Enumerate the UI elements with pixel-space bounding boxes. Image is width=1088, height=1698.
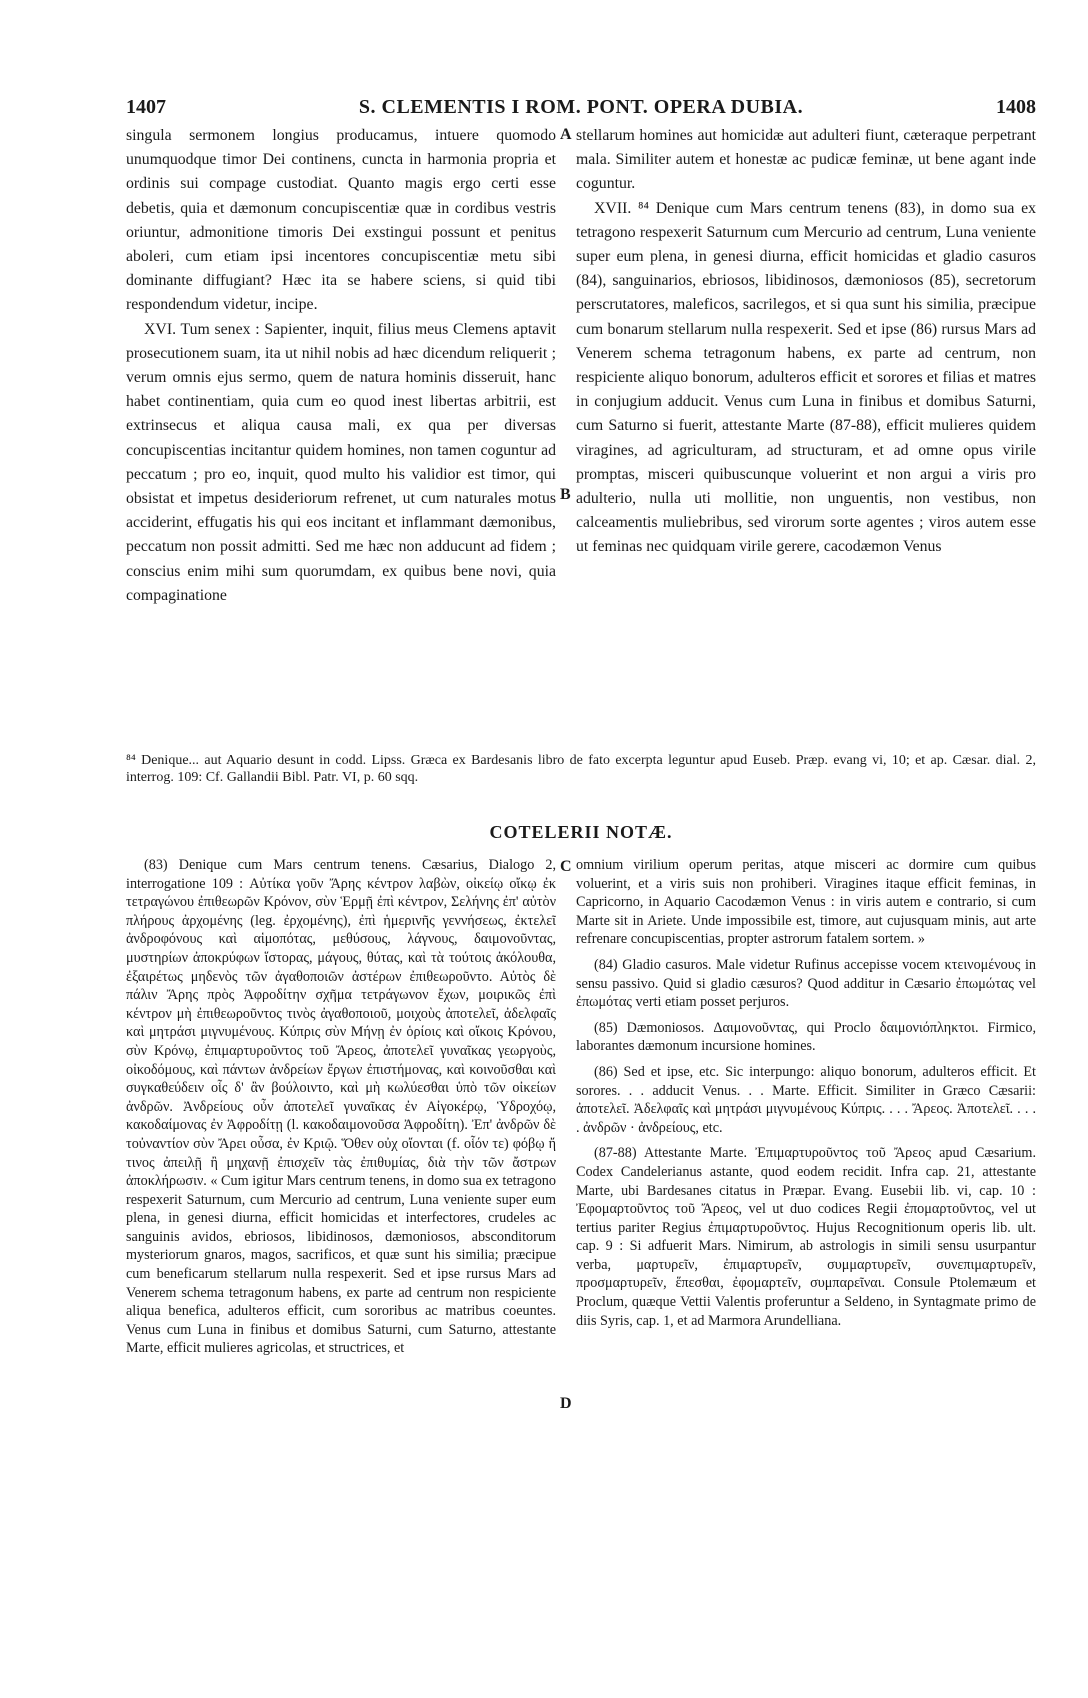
note-paragraph: (84) Gladio casuros. Male videtur Rufinus accepisse vocem κτεινομένους in sensu passivo. Quid si gladio cæsuros? Quod additur in Cæsario ἐπωμώτας vel ἐπωμότας verti etiam posset perjuros. xyxy=(576,956,1036,1011)
note-paragraph: (86) Sed et ipse, etc. Sic interpungo: aliquo bonorum, adulteros efficit. Et sorores. . . adducit Venus. . . Marte. Efficit. Similiter in Græco Cæsarii: ἀποτελεῖ. Ἀδελφαῖς καὶ μητράσι μιγνυμένους Κύπρις. . . . Ἄρεος. Ἀποτελεῖ. . . . . ἀνδρῶν · ἀνδρείους, etc. xyxy=(576,1063,1036,1136)
note-paragraph: omnium virilium operum peritas, atque misceri ac dormire cum quibus voluerint, et a viris suis non prohiberi. Viragines itaque efficit feminas, in Capricorno, in Aquario Cacodæmon Venus : in viris autem e contrario, si cum Marte sit in Ariete. Unde impossibile est, timore, aut cujusquam minis, aut arte refrenare concupiscentias, propter astrorum fatalem sortem. » xyxy=(576,857,1036,948)
margin-marker-b: B xyxy=(560,486,571,503)
note-paragraph: (83) Denique cum Mars centrum tenens. Cæsarius, Dialogo 2, interrogatione 109 : Αὐτίκα γοῦν Ἄρης κέντρον λαβὼν, οἰκείῳ οἴκῳ ἐκ τετραγώνου ἐπιθεωρῶν Κρόνον, σὺν Ἑρμῇ ἐπὶ κέντρον, Σελήνης ἐπ' αὐτὸν πλήρους ἀρχομένης (leg. ἐρχομένης), ἐπὶ ἡμερινῆς γεννήσεως, ἐκτελεῖ ἀνδροφόνους καὶ αἱμοπότας, μεθύσους, λάγνους, δαιμονοῦντας, μυστηρίων ἀποκρύφων ἵστορας, μάγους, θύτας, καὶ τὰ τούτοις ἀκόλουθα, ἐξαιρέτως μηδενὸς τῶν ἀγαθοποιῶν ἀστέρων ἐπιθεωροῦντο. Αὐτὸς δὲ πάλιν Ἄρης πρὸς Ἀφροδίτην σχῆμα τετράγωνον ἔχων, μοιρικῶς ἐπὶ κέντρον μὴ ἐπιθεωροῦντος τινὸς ἀγαθοποιοῦ, μοιχοὺς ἀποτελεῖ, ἀδελφαῖς καὶ μητράσι μιγνυμένους. Κύπρις σὺν Μήνῃ ἐν ὁρίοις καὶ οἴκοις Κρόνου, σὺν Κρόνῳ, ἐπιμαρτυροῦντος τοῦ Ἄρεος, ἀποτελεῖ γυναῖκας γεωργοὺς, οἰκοδόμους, καὶ πάντων ἀνδρείων ἔργων ἐπιστήμονας, καὶ κοινοῦσθαι καὶ συγκαθεύδειν οἷς δ' ἂν βούλοιντο, καὶ μὴ κωλύεσθαι ὑπὸ τῶν οἰκείων ἀνδρῶν. Ἀνδρείους οὖν ἀποτελεῖ γυναῖκας ἐν Αἰγοκέρῳ, Ὑδροχόῳ, κακοδαίμονας ἐν Ἀφροδίτῃ (l. κακοδαιμονοῦσα Ἀφροδίτη). Ἐπ' ἀνδρῶν δὲ τοὐναντίον σὺν Ἄρει οὖσα, ἐν Κριῷ. Ὅθεν οὐχ οἴονται (f. οἷόν τε) φόβῳ ἤ τινος ἀπειλῇ ἢ μηχανῇ ἐπισχεῖν τὰς ἐπιθυμίας, διὰ τὴν τῶν ἄστρων ἀποκλήρωσιν. « Cum igitur Mars centrum tenens, in domo sua ex tetragono respexerit Saturnum, cum Mercurio ad centrum, Luna veniente super eum plena, in genesi diurna, efficit homicidas et interfectores, crudeles ac sanguinis avidos, ebriosos, libidinosos, dæmoniosos, absconditorum mysteriorum gnaros, magos, sacrificos, et quæ sunt his similia; præcipue cum beneficarum stellarum nulla respexerit. Sed et ipse rursus Mars ad Venerem schema tetragonum habens, ex parte ad centrum non respiciente aliqua benefica, adulteros efficit, cum sororibus ac matribus coeuntes. Venus cum Luna in finibus et domibus Saturni, cum Saturno, attestante Marte, efficit mulieres agricolas, et structrices, et xyxy=(126,857,556,1357)
main-right-column xyxy=(576,124,1036,726)
footnote: ⁸⁴ Denique... aut Aquario desunt in codd. Lipss. Græca ex Bardesanis libro de fato excerpta leguntur apud Euseb. Præp. evang vi, 10; et ap. Cæsar. dial. 2, interrog. 109: Cf. Gallandii Bibl. Patr. VI, p. 60 sqq. xyxy=(126,753,1036,785)
margin-marker-c: C xyxy=(560,858,572,875)
notes-right-column xyxy=(576,856,1036,1692)
main-left-paragraph: singula sermonem longius producamus, intuere quomodo unumquodque timor Dei continens, cuncta in harmonia propria et ordinis sui compage custodiat. Quanto magis ergo certi esse debetis, quia et dæmonum concupiscentiæ quæ in cordibus vestris oriuntur, admonitione timoris Dei exstingui possunt et penitus aboleri, cum etiam ipsi incentores concupiscentiæ metu sibi dominante diffugiant? Hæc ita se habere sciens, si quid tibi respondendum videtur, incipe. xyxy=(126,127,556,314)
main-right-paragraph: stellarum homines aut homicidæ aut adulteri fiunt, cæteraque perpetrant mala. Similiter autem et honestæ ac pudicæ feminæ, ut bene agant inde coguntur. xyxy=(576,127,1036,193)
page-number-right: 1408 xyxy=(996,96,1036,118)
page-number-left: 1407 xyxy=(126,96,166,118)
notes-title: COTELERII NOTÆ. xyxy=(489,822,673,842)
running-header xyxy=(126,96,1036,122)
running-title: S. CLEMENTIS I ROM. PONT. OPERA DUBIA. xyxy=(358,96,804,118)
main-left-paragraph: XVI. Tum senex : Sapienter, inquit, filius meus Clemens aptavit prosecutionem suam, ita ut nihil nobis ad hæc dicendum reliquerit ; verum omnis ejus sermo, quem de natura hominis disseruit, hanc habet continentiam, quia cum eo quod inest libertas arbitrii, est extrinsecus et aliqua causa mali, ex qua per diversas concupiscentias incitantur quidem homines, non tamen coguntur ad peccatum ; pro eo, inquit, quod multo his validior est timor, qui obsistat et impetus desideriorum refrenet, ut cum naturales motus acciderint, effugatis his qui eos incitant et inflammant dæmonibus, peccatum non possit admitti. Sed me hæc non adducunt ad fidem ; conscius enim mihi sum quorumdam, ex quibus bene novi, quia compaginatione xyxy=(126,320,556,604)
note-paragraph: (85) Dæmoniosos. Δαιμονοῦντας, qui Proclo δαιμονιόπληκτοι. Firmico, laborantes dæmonum incursione homines. xyxy=(576,1019,1036,1055)
main-right-paragraph: XVII. ⁸⁴ Denique cum Mars centrum tenens (83), in domo sua ex tetragono respexerit Saturnum cum Mercurio ad centrum, Luna veniente super eum plena, in genesi diurna, efficit homicidas et gladio casuros (84), sanguinarios, ebriosos, libidinosos, dæmoniosos (85), secretorum perscrutatores, maleficos, sacrilegos, et si qua sunt his similia, præcipue cum bonarum stellarum nulla respexerit. Sed et ipse (86) rursus Mars ad Venerem schema tetragonum habens, ex parte ad centrum, non respiciente aliquo bonorum, adulteros efficit et sorores et filias et matres in conjugium adducit. Venus cum Luna in finibus et domibus Saturni, cum Saturno si fuerit, attestante Marte (87-88), efficit mulieres quidem viragines, ad agriculturam, ad structuram, et ad omne opus virile promptas, misceri quibuscunque voluerint et non argui a viris pro adulterio, nulla uti mollitie, non unguentis, non vestibus, non calceamentis muliebribus, sed virorum sorte agentes ; viros autem esse ut feminas nec quidquam virile gerere, cacodæmon Venus xyxy=(576,199,1036,556)
margin-marker-d: D xyxy=(560,1395,572,1412)
notes-left-column xyxy=(126,856,556,1692)
note-paragraph: (87-88) Attestante Marte. Ἐπιμαρτυροῦντος τοῦ Ἄρεος apud Cæsarium. Codex Candelerianus astante, quod eodem recidit. Infra cap. 21, attestante Marte, ubi Bardesanes citatus in Præpar. Evang. Eusebii lib. vi, cap. 10 : Ἐφομαρτοῦντος τοῦ Ἄρεος, vel ut duo codices Regii ἐπομαρτοῦντος, vel ut tertius pariter Regius ἐπιμαρτυροῦντος. Hujus Recognitionum operis lib. ult. cap. 9 : Si adfuerit Mars. Nimirum, ab astrologis in simili sensu usurpantur verba, μαρτυρεῖν, ἐπιμαρτυρεῖν, συμμαρτυρεῖν, συνεπιμαρτυρεῖν, προσμαρτυρεῖν, ἕπεσθαι, ἐφομαρτεῖν, συμπαρεῖναι. Consule Ptolemæum et Proclum, quæque Vettii Valentis proferuntur a Seldeno, in Syntagmate primo de diis Syris, cap. 1, et ad Marmora Arundelliana. xyxy=(576,1145,1036,1329)
main-left-column xyxy=(126,124,556,726)
margin-marker-a: A xyxy=(560,126,572,143)
